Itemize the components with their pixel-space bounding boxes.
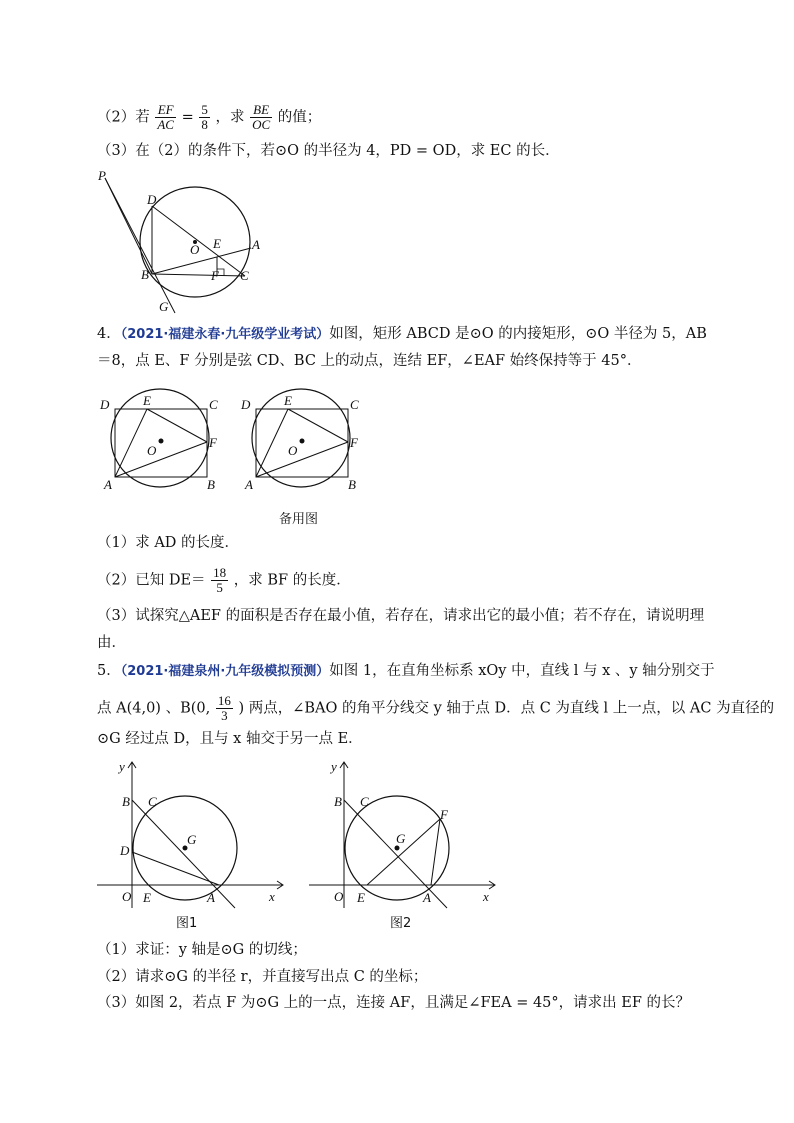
q5-figure-1	[95, 758, 290, 913]
q4-part3-line2: 由．	[97, 635, 126, 651]
fraction-ef-ac: $\frac{EF}{AC}$	[157, 102, 174, 132]
label-b: B	[141, 267, 149, 282]
label-a: A	[252, 237, 260, 252]
q4f2-label-f: F	[350, 435, 358, 450]
q5f1-label-g: G	[187, 832, 197, 847]
q4f2-label-b: B	[348, 477, 356, 492]
q5f2-label-x: x	[483, 889, 489, 904]
q5-figure-2	[307, 758, 502, 913]
q4-part3-line1: （3）试探究△AEF 的面积是否存在最小值，若存在，请求出它的最小值；若不存在，请说明理	[97, 608, 705, 624]
q4-part1: （1）求 AD 的长度．	[97, 535, 240, 551]
q5-stem-line1: 5．（2021·福建泉州·九年级模拟预测）如图 1，在直角坐标系 xOy 中，直线 l 与 x 、y 轴分别交于	[97, 663, 715, 679]
q4-figure-caption: 备用图	[279, 512, 319, 527]
q4-part2: （2）已知 DE＝ $\frac{18}{5}$ ，求 BF 的长度．	[97, 565, 351, 595]
q4-stem-line1: 4．（2021·福建永春·九年级学业考试）如图，矩形 ABCD 是⊙O 的内接矩形，⊙O 半径为 5，AB	[97, 326, 707, 342]
q5f2-label-e: E	[357, 890, 365, 905]
q5f1-label-a: A	[207, 890, 215, 905]
q5-part2: （2）请求⊙G 的半径 r，并直接写出点 C 的坐标；	[97, 969, 428, 985]
q4-source: （2021·福建永春·九年级学业考试）	[120, 327, 330, 342]
q4f2-label-a: A	[245, 477, 253, 492]
label-p: P	[98, 168, 106, 183]
q5f1-label-x: x	[269, 889, 275, 904]
q4f1-label-o: O	[147, 443, 157, 458]
label-d: D	[147, 192, 157, 207]
q5f2-label-b: B	[334, 794, 342, 809]
q5f1-label-y: y	[119, 759, 125, 774]
q5f2-label-y: y	[331, 759, 337, 774]
label-f: F	[211, 268, 219, 283]
label-e: E	[213, 236, 221, 251]
q4-figure-1	[95, 385, 230, 493]
q4f1-label-a: A	[104, 477, 112, 492]
label-g: G	[159, 299, 169, 314]
q5-figure2-caption: 图2	[390, 916, 412, 931]
q5f1-label-d: D	[120, 843, 130, 858]
q5-source: （2021·福建泉州·九年级模拟预测）	[120, 664, 330, 679]
q5-part1: （1）求证：y 轴是⊙G 的切线；	[97, 942, 307, 958]
q4-figure-2	[236, 385, 371, 493]
q5f2-label-g: G	[396, 831, 406, 846]
q4f2-label-c: C	[350, 397, 359, 412]
q3-part2: （2）若 $\frac{EF}{AC}$ = $\frac{5}{8}$ ，求 $\frac{BE}{OC}$ 的值；	[97, 102, 322, 132]
q3-figure	[95, 168, 285, 316]
q4-stem-line2: ＝8，点 E、F 分别是弦 CD、BC 上的动点，连结 EF，∠EAF 始终保持等于 45°．	[97, 353, 642, 369]
q5f1-label-c: C	[148, 794, 157, 809]
q5-stem-line2: 点 A(4,0) 、B(0, $\frac{16}{3}$ ) 两点，∠BAO 的角平分线交 y 轴于点 D．点 C 为直线 l 上一点，以 AC 为直径的	[97, 693, 775, 723]
q5f1-label-e: E	[143, 890, 151, 905]
q5-figure1-caption: 图1	[176, 916, 198, 931]
label-c: C	[240, 268, 249, 283]
q5-part3: （3）如图 2，若点 F 为⊙G 上的一点，连接 AF，且满足∠FEA = 45°，请求出 EF 的长？	[97, 995, 691, 1011]
q5f1-label-b: B	[122, 794, 130, 809]
label-o: O	[190, 242, 200, 257]
q5f1-label-o: O	[122, 889, 132, 904]
q4f1-label-e: E	[143, 393, 151, 408]
q4f2-label-d: D	[241, 397, 251, 412]
q5f2-label-o: O	[334, 889, 344, 904]
q5f2-label-a: A	[423, 890, 431, 905]
q5-stem-line3: ⊙G 经过点 D，且与 x 轴交于另一点 E．	[97, 731, 363, 747]
q4f1-label-f: F	[209, 435, 217, 450]
q4f2-label-o: O	[288, 443, 298, 458]
fraction-5-8: $\frac{5}{8}$	[201, 102, 208, 132]
q4f1-label-c: C	[209, 397, 218, 412]
fraction-be-oc: $\frac{BE}{OC}$	[252, 102, 271, 132]
q4f1-label-b: B	[207, 477, 215, 492]
q4f1-label-d: D	[100, 397, 110, 412]
q4f2-label-e: E	[284, 393, 292, 408]
q5f2-label-f: F	[440, 807, 448, 822]
q5f2-label-c: C	[360, 794, 369, 809]
fraction-16-3: $\frac{16}{3}$	[217, 693, 231, 723]
q3-part3: （3）在（2）的条件下，若⊙O 的半径为 4，PD = OD，求 EC 的长．	[97, 143, 560, 159]
fraction-18-5: $\frac{18}{5}$	[213, 565, 227, 595]
